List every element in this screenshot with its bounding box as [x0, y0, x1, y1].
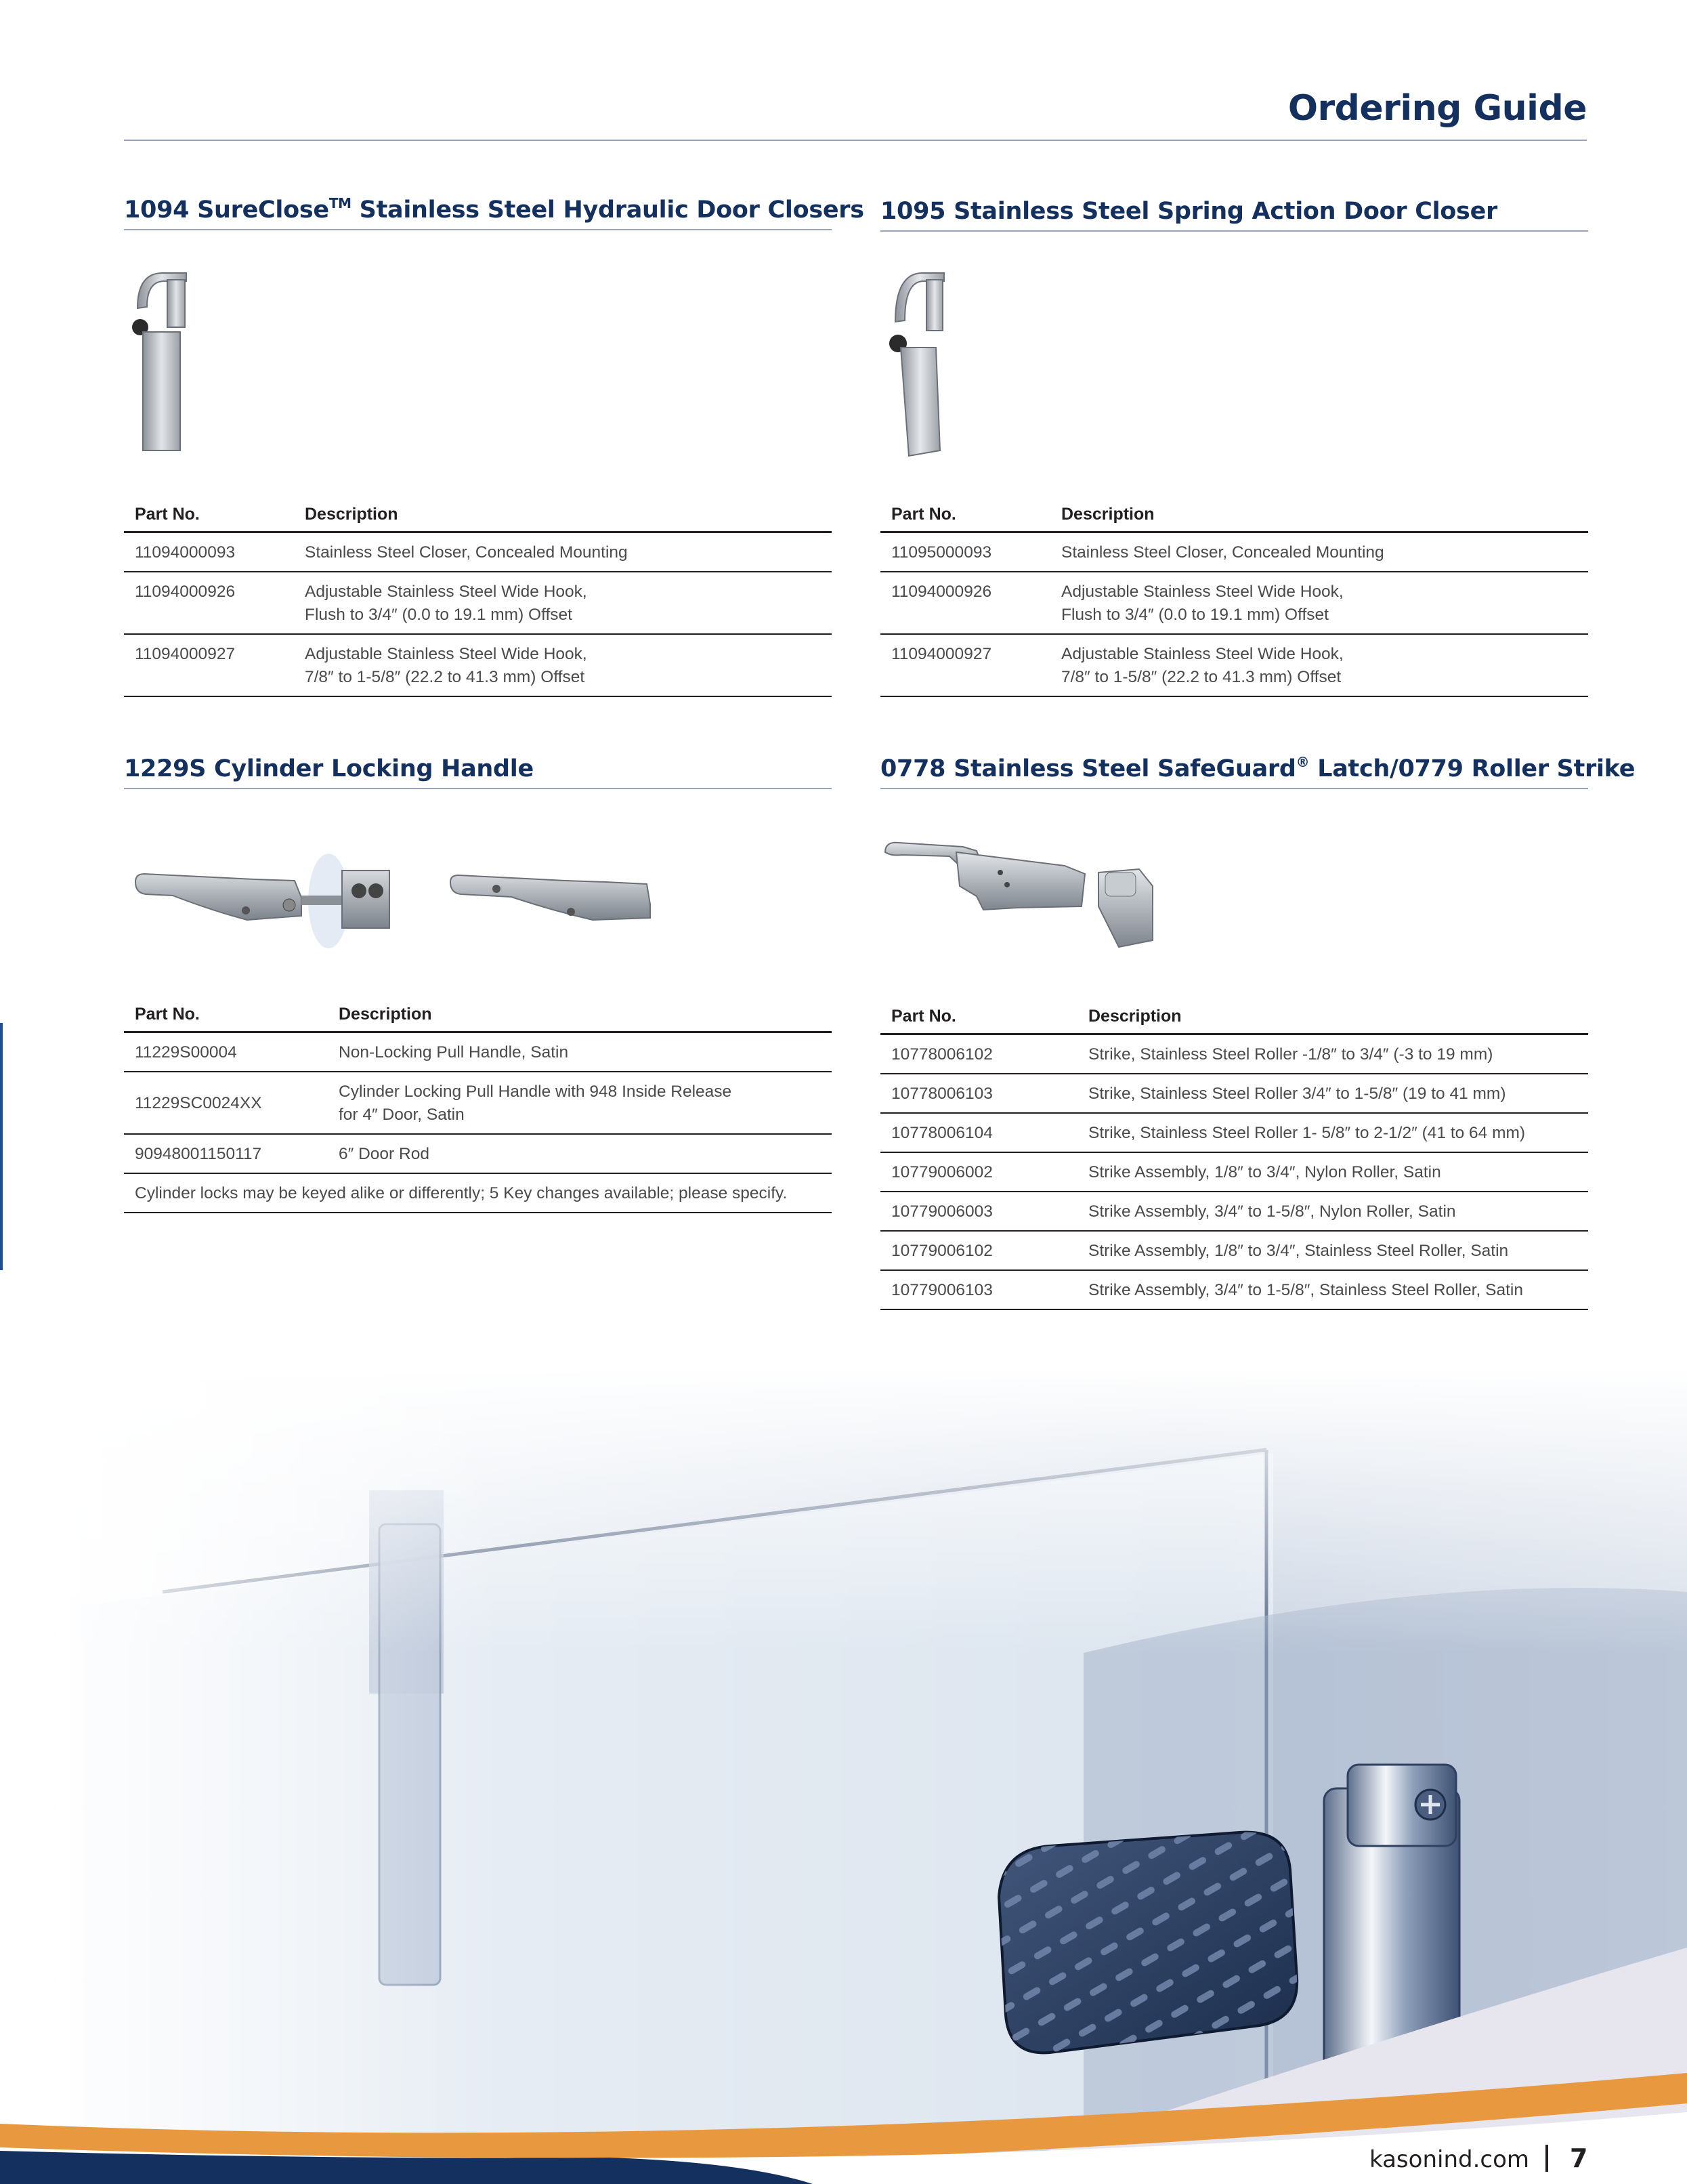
latch-and-strike-image	[882, 832, 1166, 954]
description: Strike Assembly, 3/4″ to 1-5/8″, Stainless Steel Roller, Satin	[1077, 1270, 1588, 1309]
description: Strike Assembly, 1/8″ to 3/4″, Stainless Steel Roller, Satin	[1077, 1231, 1588, 1270]
header-description: Description	[328, 1005, 832, 1032]
website-url: kasonind.com	[1369, 2146, 1529, 2173]
section-title: 1095 Stainless Steel Spring Action Door Closer	[880, 198, 1588, 232]
part-number: 11094000927	[880, 634, 1050, 696]
part-number: 11095000093	[880, 532, 1050, 572]
part-number: 90948001150117	[124, 1134, 328, 1173]
section-title: 1229S Cylinder Locking Handle	[124, 755, 832, 789]
description: Cylinder Locking Pull Handle with 948 Inside Release for 4″ Door, Satin	[328, 1072, 832, 1134]
part-number: 10778006103	[880, 1074, 1077, 1113]
part-number: 10779006103	[880, 1270, 1077, 1309]
table-row	[124, 1072, 832, 1134]
description: Non-Locking Pull Handle, Satin	[328, 1032, 832, 1072]
description: Stainless Steel Closer, Concealed Mounting	[294, 532, 832, 572]
description: Strike, Stainless Steel Roller 3/4″ to 1-5/8″ (19 to 41 mm)	[1077, 1074, 1588, 1113]
header-description: Description	[294, 505, 832, 532]
description: Adjustable Stainless Steel Wide Hook, Flush to 3/4″ (0.0 to 19.1 mm) Offset	[1050, 572, 1588, 634]
header-description: Description	[1050, 505, 1588, 532]
part-number: 10779006002	[880, 1152, 1077, 1192]
table-row	[880, 1270, 1588, 1309]
table-row	[880, 1113, 1588, 1152]
footer-divider	[1545, 2145, 1548, 2172]
part-number: 10778006104	[880, 1113, 1077, 1152]
spring-door-closer-image	[882, 268, 949, 464]
part-number: 11229SC0024XX	[124, 1072, 328, 1134]
section-title: 1094 SureClose™ Stainless Steel Hydraulic Door Closers	[124, 196, 832, 230]
page-title: Ordering Guide	[1287, 88, 1587, 129]
parts-table-1229s	[124, 1005, 832, 1213]
part-number: 11229S00004	[124, 1032, 328, 1072]
section-title: 0778 Stainless Steel SafeGuard® Latch/0779 Roller Strike	[880, 755, 1588, 789]
part-number: 11094000927	[124, 634, 294, 696]
section-1229s	[124, 755, 832, 789]
section-0778	[880, 754, 1636, 789]
section-1094	[124, 195, 864, 230]
parts-table-1095	[880, 505, 1588, 697]
description: Strike, Stainless Steel Roller -1/8″ to 3/4″ (-3 to 19 mm)	[1077, 1034, 1588, 1074]
table-row	[880, 532, 1588, 572]
left-edge-accent	[0, 1023, 3, 1270]
part-number: 10778006102	[880, 1034, 1077, 1074]
part-number: 10779006003	[880, 1192, 1077, 1231]
hydraulic-door-closer-image	[125, 268, 193, 457]
table-note: Cylinder locks may be keyed alike or differently; 5 Key changes available; please specify.	[124, 1173, 832, 1213]
part-number: 10779006102	[880, 1231, 1077, 1270]
locking-handle-image	[132, 840, 654, 955]
description: Strike, Stainless Steel Roller 1- 5/8″ to 2-1/2″ (41 to 64 mm)	[1077, 1113, 1588, 1152]
table-row	[124, 1134, 832, 1173]
part-number: 11094000926	[880, 572, 1050, 634]
parts-table-0778	[880, 1007, 1588, 1310]
table-row	[880, 572, 1588, 634]
table-row	[880, 1152, 1588, 1192]
table-row	[124, 572, 832, 634]
table-row	[124, 532, 832, 572]
table-row	[124, 1032, 832, 1072]
title-divider	[124, 140, 1587, 141]
parts-table-1094	[124, 505, 832, 697]
description: Strike Assembly, 1/8″ to 3/4″, Nylon Roller, Satin	[1077, 1152, 1588, 1192]
part-number: 11094000093	[124, 532, 294, 572]
description: Adjustable Stainless Steel Wide Hook, 7/8″ to 1-5/8″ (22.2 to 41.3 mm) Offset	[294, 634, 832, 696]
header-part-no: Part No.	[124, 505, 294, 532]
description: 6″ Door Rod	[328, 1134, 832, 1173]
page-number: 7	[1570, 2143, 1588, 2173]
table-row	[880, 1074, 1588, 1113]
part-number: 11094000926	[124, 572, 294, 634]
header-description: Description	[1077, 1007, 1588, 1034]
walk-in-door-hinge-photo	[0, 1368, 1687, 2184]
table-row	[880, 1231, 1588, 1270]
section-1095	[880, 198, 1588, 232]
description: Adjustable Stainless Steel Wide Hook, 7/8″ to 1-5/8″ (22.2 to 41.3 mm) Offset	[1050, 634, 1588, 696]
table-note-row	[124, 1173, 832, 1213]
header-part-no: Part No.	[880, 505, 1050, 532]
table-row	[880, 634, 1588, 696]
description: Strike Assembly, 3/4″ to 1-5/8″, Nylon Roller, Satin	[1077, 1192, 1588, 1231]
table-row	[880, 1192, 1588, 1231]
header-part-no: Part No.	[880, 1007, 1077, 1034]
description: Adjustable Stainless Steel Wide Hook, Flush to 3/4″ (0.0 to 19.1 mm) Offset	[294, 572, 832, 634]
table-row	[124, 634, 832, 696]
header-part-no: Part No.	[124, 1005, 328, 1032]
description: Stainless Steel Closer, Concealed Mounting	[1050, 532, 1588, 572]
table-row	[880, 1034, 1588, 1074]
